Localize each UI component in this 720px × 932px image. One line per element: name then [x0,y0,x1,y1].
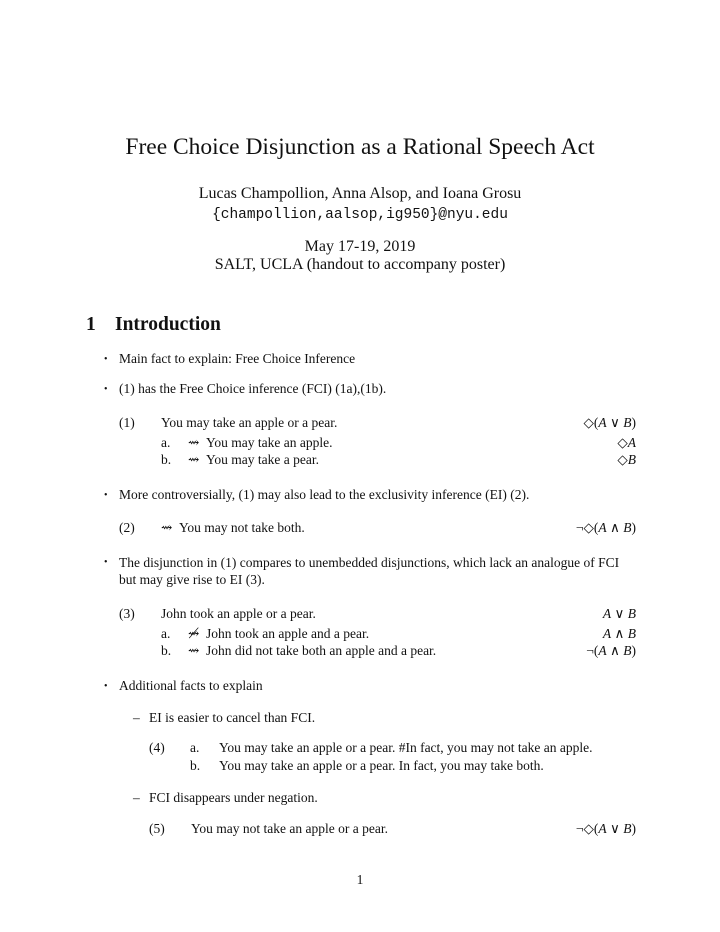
example-text: You may take an apple or a pear. #In fact, you may not take an apple. [219,740,593,755]
not-leads-to-arrow: ⇝̸ [188,626,200,641]
section-title: Introduction [115,314,221,335]
author-emails: {champollion,aalsop,ig950}@nyu.edu [212,207,508,223]
example-formula: ¬◇(A ∧ B) [575,520,636,535]
example-text: John did not take both an apple and a pear. [206,643,437,658]
example-number: (1) [119,415,135,430]
example-text: You may take an apple. [206,435,333,450]
bullet-text: (1) has the Free Choice inference (FCI) (1a),(1b). [119,381,387,396]
example-number: (4) [149,740,165,755]
dash-marker: – [133,790,140,805]
example-formula: ◇A [617,435,636,450]
subbullet-text: FCI disappears under negation. [149,790,318,805]
bullet-marker: • [104,490,108,501]
example-sublabel: a. [161,626,171,641]
leads-to-arrow: ⇝ [188,452,200,467]
bullet-text: More controversially, (1) may also lead to the exclusivity inference (EI) (2). [119,487,530,502]
example-sublabel: b. [161,452,172,467]
paper-title: Free Choice Disjunction as a Rational Speech Act [125,134,595,160]
example-text: John took an apple or a pear. [161,606,316,621]
example-sublabel: b. [161,643,172,658]
example-formula: A ∧ B [602,626,636,641]
dash-marker: – [133,710,140,725]
example-text: You may not take both. [179,520,305,535]
example-formula: A ∨ B [602,606,636,621]
example-number: (2) [119,520,135,535]
example-formula: ¬(A ∧ B) [586,643,636,658]
leads-to-arrow: ⇝ [188,643,200,658]
subbullet-text: EI is easier to cancel than FCI. [149,710,316,725]
example-sublabel: a. [190,740,200,755]
example-formula: ¬◇(A ∨ B) [575,821,636,836]
date: May 17-19, 2019 [304,238,416,255]
bullet-text: Main fact to explain: Free Choice Inference [119,351,356,366]
example-number: (5) [149,821,165,836]
bullet-marker: • [104,354,108,365]
example-number: (3) [119,606,135,621]
example-text: John took an apple and a pear. [206,626,370,641]
example-formula: ◇(A ∨ B) [583,415,636,430]
bullet-text: The disjunction in (1) compares to unembedded disjunctions, which lack an analogue of FCI but may give rise to EI (3). [119,555,620,587]
example-sublabel: a. [161,435,171,450]
section-number: 1 [86,314,96,335]
bullet-marker: • [104,557,108,568]
example-formula: ◇B [617,452,636,467]
example-sublabel: b. [190,758,201,773]
example-text: You may not take an apple or a pear. [191,821,388,836]
bullet-marker: • [104,384,108,395]
leads-to-arrow: ⇝ [188,435,200,450]
page-number: 1 [356,872,364,887]
bullet-text: Additional facts to explain [119,678,263,693]
leads-to-arrow: ⇝ [161,520,173,535]
venue: SALT, UCLA (handout to accompany poster) [214,256,506,273]
example-text: You may take a pear. [206,452,319,467]
example-text: You may take an apple or a pear. In fact, you may take both. [219,758,544,773]
authors: Lucas Champollion, Anna Alsop, and Ioana Grosu [198,185,522,202]
bullet-marker: • [104,681,108,692]
example-text: You may take an apple or a pear. [161,415,338,430]
